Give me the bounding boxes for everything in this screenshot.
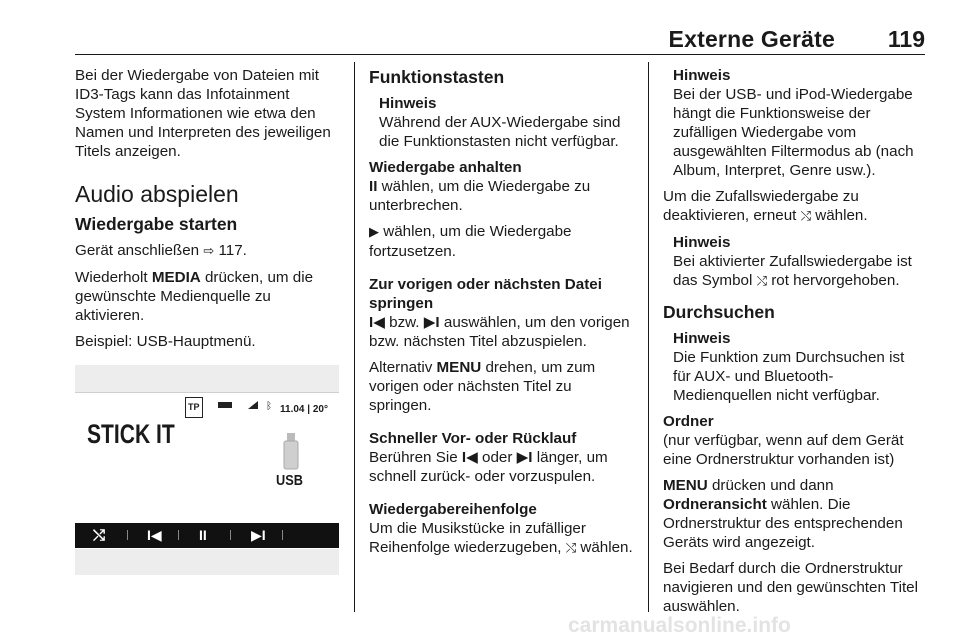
- media-pre: Wiederholt: [75, 269, 152, 286]
- page-ref-link[interactable]: 117.: [218, 242, 247, 259]
- menu-key: MENU: [436, 359, 482, 376]
- usb-label: USB: [276, 472, 303, 489]
- shuffle-paragraph: Um die Musikstücke in zufälliger Reihenfolge wiederzugeben, ⤭ wählen.: [369, 520, 633, 556]
- connect-text: Gerät anschließen: [75, 242, 204, 259]
- pause-paragraph: II wählen, um die Wiedergabe zu unterbrechen.: [369, 178, 591, 214]
- hint-title: Hinweis: [673, 67, 731, 84]
- page-header: [75, 0, 925, 56]
- subsection-shuffle: Wiedergabereihenfolge: [369, 501, 537, 518]
- subheading-browse: Durchsuchen: [663, 302, 775, 322]
- resume-paragraph: ▶ wählen, um die Wiedergabe fortzusetzen.: [369, 223, 572, 260]
- signal-icon: [248, 401, 258, 409]
- hint-title: Hinweis: [673, 234, 731, 251]
- folder-view-paragraph: MENU drücken und dann Ordneransicht wählen. Die Ordnerstruktur des entsprechenden Geräts wird angezeigt.: [663, 477, 903, 551]
- bluetooth-icon: ᛒ: [266, 401, 272, 411]
- status-icons: [218, 399, 278, 411]
- column-1: [75, 66, 343, 575]
- subheading-function-keys: Funktionstasten: [369, 67, 505, 87]
- example-caption: Beispiel: USB-Hauptmenü.: [75, 333, 256, 350]
- previous-icon: I◀: [461, 449, 478, 466]
- page-number: 119: [887, 26, 925, 52]
- folder-availability-paragraph: (nur verfügbar, wenn auf dem Gerät eine Ordnerstruktur vorhanden ist): [663, 432, 904, 468]
- play-icon: ▶: [369, 225, 379, 240]
- hint-text: Während der AUX-Wiedergabe sind die Funktionstasten nicht verfügbar.: [379, 114, 621, 150]
- page-ref-arrow-icon: ⇨: [203, 244, 215, 259]
- pause-icon: II: [369, 178, 378, 195]
- hint-text: Bei der USB- und iPod-Wiedergabe hängt die Funktionsweise der zufälligen Wiedergabe vom ausgewählten Filtermodus ab (nach Album, Interpret, Genre usw.).: [673, 86, 914, 179]
- watermark: carmanualsonline.info: [568, 614, 791, 637]
- pause-icon[interactable]: II: [199, 527, 207, 543]
- hint-text: Die Funktion zum Durchsuchen ist für AUX- und Bluetooth-Medienquellen nicht verfügbar.: [673, 349, 905, 404]
- usb-main-menu-screenshot: [75, 365, 339, 575]
- media-paragraph: [75, 268, 343, 325]
- hint-box: [369, 94, 634, 151]
- folder-view-option: Ordneransicht: [663, 496, 767, 513]
- usb-stick-icon: [281, 433, 301, 471]
- menu-paragraph: Alternativ MENU drehen, um zum vorigen oder nächsten Titel zu springen.: [369, 359, 596, 414]
- subsection-folder: Ordner: [663, 413, 714, 430]
- hint-box: Hinweis Bei aktivierter Zufallswiedergabe ist das Symbol ⤭ rot hervorgehoben.: [663, 233, 925, 291]
- shuffle-icon: ⤭: [800, 209, 812, 224]
- intro-paragraph: Bei der Wiedergabe von Dateien mit ID3-Tags kann das Infotainment System Informationen wie etwa den Namen und Interpreten des jeweiligen Titels anzeigen.: [75, 67, 331, 160]
- subheading-playback-start: Wiedergabe starten: [75, 214, 238, 234]
- previous-icon[interactable]: I◀: [147, 527, 162, 543]
- header-rule: [75, 54, 925, 55]
- section-heading-audio: Audio abspielen: [75, 181, 239, 207]
- media-post: drücken, um die gewünschte Medienquelle zu aktivieren.: [75, 269, 314, 324]
- subsection-skip: Zur vorigen oder nächsten Datei springen: [369, 276, 602, 312]
- column-3: [663, 66, 925, 623]
- column-divider-2: [648, 62, 649, 612]
- next-icon[interactable]: ▶I: [251, 527, 266, 543]
- track-title: STICK IT: [87, 419, 175, 449]
- shuffle-icon[interactable]: ⤭: [93, 526, 106, 544]
- skip-paragraph: I◀ bzw. ▶I auswählen, um den vorigen bzw. nächsten Titel abzuspielen.: [369, 314, 630, 350]
- tp-badge: TP: [185, 397, 203, 418]
- header-title: Externe Geräte: [668, 26, 835, 52]
- media-key: MEDIA: [151, 269, 201, 286]
- column-divider-1: [354, 62, 355, 612]
- next-icon: ▶I: [423, 314, 440, 331]
- clock-temperature: 11.04 | 20°: [280, 404, 328, 415]
- hint-box: [663, 66, 925, 180]
- battery-icon: [218, 402, 232, 408]
- navigate-paragraph: Bei Bedarf durch die Ordnerstruktur navigieren und den gewünschten Titel auswählen.: [663, 560, 918, 615]
- hint-box: [663, 329, 925, 405]
- control-bar: [75, 523, 339, 548]
- next-icon: ▶I: [516, 449, 533, 466]
- shuffle-icon: ⤭: [756, 274, 767, 289]
- menu-key: MENU: [663, 477, 708, 494]
- fast-forward-paragraph: Berühren Sie I◀ oder ▶I länger, um schnell zurück- oder vorzuspulen.: [369, 449, 608, 485]
- subsection-pause: Wiedergabe anhalten: [369, 159, 522, 176]
- previous-icon: I◀: [369, 314, 385, 331]
- hint-title: Hinweis: [673, 330, 731, 347]
- subsection-fast-forward: Schneller Vor- oder Rücklauf: [369, 430, 577, 447]
- connect-device-paragraph: [75, 241, 343, 261]
- hint-title: Hinweis: [379, 95, 437, 112]
- shuffle-icon: ⤭: [565, 541, 577, 556]
- column-2: [369, 66, 634, 565]
- disable-shuffle-paragraph: Um die Zufallswiedergabe zu deaktivieren, erneut ⤭ wählen.: [663, 188, 868, 224]
